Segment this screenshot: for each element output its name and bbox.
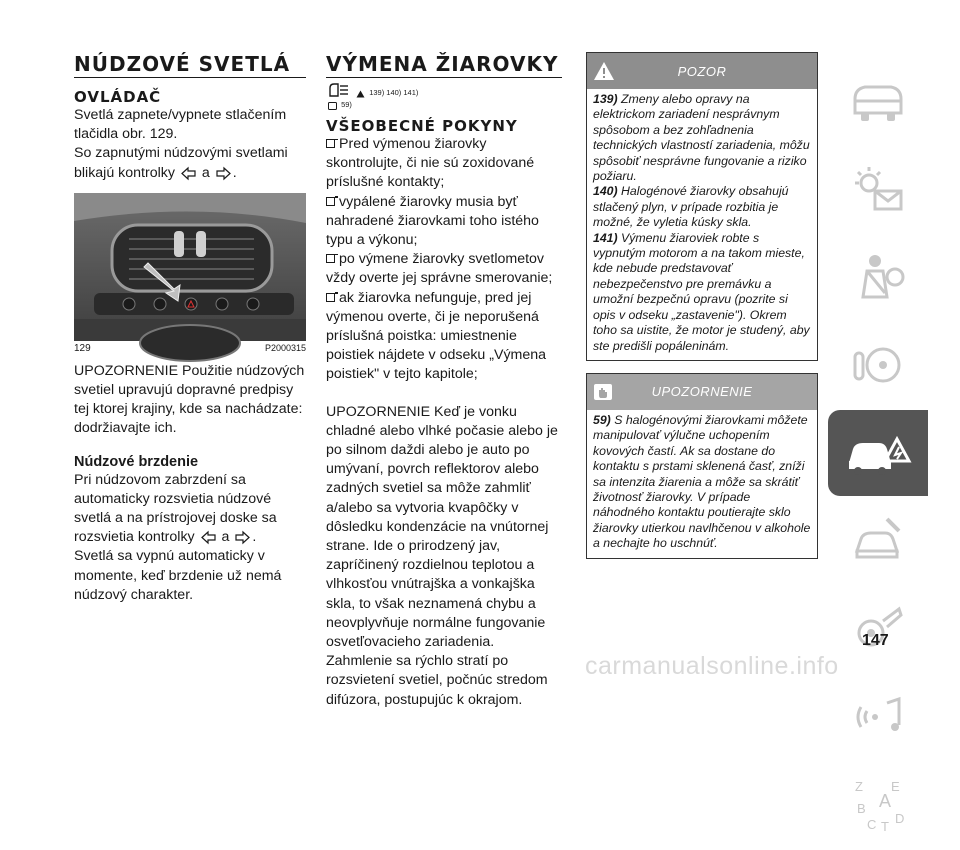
index-letter-c: C bbox=[867, 817, 877, 832]
list-item: vypálené žiarovky musia byť nahradené žiarovkami toho istého typu a výkonu; bbox=[326, 193, 539, 249]
title-rule bbox=[326, 77, 562, 78]
caution-hand-icon bbox=[328, 102, 337, 110]
warning-item: 141) Výmenu žiaroviek robte s vypnutým motorom a na takom mieste, kde nebude predstavovať nebezpečenstvo pre premávku a umožní bezpečnú opravu (pozrite si opis v odseku „zastavenie"). Okrem toho sa uistite, že motor je studený, aby ste predišli popáleninám. bbox=[593, 230, 810, 353]
paragraph-auto-off: Svetlá sa vypnú automaticky v momente, keď brzdenie už nemá núdzový charakter. bbox=[74, 548, 282, 603]
note-body bbox=[587, 410, 817, 558]
note-header bbox=[587, 374, 817, 410]
index-letter-t: T bbox=[881, 819, 889, 834]
figure-number: 129 bbox=[74, 342, 91, 354]
dashboard-photo bbox=[74, 193, 306, 341]
list-item: po výmene žiarovky svetlometov vždy overte jej správne smerovanie; bbox=[326, 251, 553, 287]
dashboard-photo-illustration bbox=[74, 193, 306, 341]
bullet-box-icon bbox=[326, 293, 335, 302]
tab-controls[interactable] bbox=[828, 146, 928, 232]
index-letter-d: D bbox=[895, 811, 905, 826]
car-service-icon bbox=[847, 511, 909, 571]
warning-lights-icon bbox=[847, 159, 909, 219]
subheading-emergency-braking: Núdzové brzdenie bbox=[74, 453, 199, 470]
index-letter-a: A bbox=[879, 791, 892, 811]
turn-right-indicator-icon bbox=[216, 167, 231, 180]
tab-starting-driving[interactable] bbox=[828, 322, 928, 408]
warning-title: POZOR bbox=[677, 63, 727, 79]
middle-column bbox=[326, 52, 562, 710]
note-item: 59) S halogénovými žiarovkami môžete manipulovať výlučne uchopením kovových častí. Ak sa dostane do kontaktu s prstami sklenená časť, zníži sa intenzita žiarenia a môže sa skrátiť životnosť žiarovky. V prípade náhodného kontaktu poutierajte sklo žiarovky utierkou navlhčenou v alkohole a nechajte ho uschnúť. bbox=[593, 412, 811, 551]
watermark: carmanualsonline.info bbox=[585, 652, 839, 680]
list-item: Pred výmenou žiarovky skontrolujte, či nie sú zoxidované príslušné kontakty; bbox=[326, 136, 535, 191]
warning-header bbox=[587, 53, 817, 89]
warning-refs-list: 139) 140) 141) bbox=[369, 88, 419, 97]
steering-wheel-key-icon bbox=[847, 335, 909, 395]
paragraph-indicators: So zapnutými núdzovými svetlami blikajú kontrolky a . bbox=[74, 145, 288, 181]
tab-technical-data[interactable] bbox=[828, 586, 928, 672]
section-title-bulb-replacement: VÝMENA ŽIAROVKY bbox=[326, 52, 559, 76]
wrench-gear-icon bbox=[847, 599, 909, 659]
seatbelt-airbag-icon bbox=[847, 247, 909, 307]
paragraph-condensation-note: UPOZORNENIE Keď je vonku chladné alebo vlhké počasie alebo je po silnom daždi alebo je auto po umývaní, povrch reflektorov alebo zadných svetiel sa môže zahmliť a/alebo sa vytvoria kvapôčky v dôsledku kondenzácie na vnútornej strane. Ide o prirodzený jav, zapríčinený rozdielnou teplotou a vlhkosťou vnútrajška a vonkajška skla, to však neznamená chybu a neovplyvňuje normálne fungovanie osvetľovacieho zariadenia. Zahmlenie sa rýchlo stratí po rozsvietení svetiel, počnúc stredom difúzora, postupujúc k okrajom. bbox=[326, 403, 558, 708]
warning-body bbox=[587, 89, 817, 360]
turn-right-indicator-icon bbox=[235, 531, 250, 544]
title-rule bbox=[74, 77, 306, 78]
tab-index[interactable] bbox=[828, 762, 928, 848]
left-column bbox=[74, 52, 306, 605]
bulb-replacement-icon bbox=[328, 82, 350, 98]
paragraph-emergency-braking: Pri núdzovom zabrzdení sa automaticky rozsvietia núdzové svetlá a na prístrojovej doske sa rozsvietia kontrolky a . bbox=[74, 471, 277, 546]
page-number: 147 bbox=[862, 632, 889, 649]
bullet-box-icon bbox=[326, 139, 335, 148]
subheading-control: OVLÁDAČ bbox=[74, 88, 162, 106]
section-title-hazard-lights: NÚDZOVÉ SVETLÁ bbox=[74, 52, 291, 76]
subheading-general-instructions: VŠEOBECNÉ POKYNY bbox=[326, 117, 518, 135]
figure-code: P2000315 bbox=[264, 342, 306, 353]
note-title: UPOZORNENIE bbox=[651, 384, 753, 400]
caution-hand-icon bbox=[593, 383, 613, 401]
warning-item: 139) Zmeny alebo opravy na elektrickom zariadení nesprávnym spôsobom a bez zohľadnenia technických vlastností zariadenia, môžu spôsobiť nesprávne fungovanie a riziko požiaru. bbox=[593, 92, 810, 184]
tab-maintenance[interactable] bbox=[828, 498, 928, 584]
multimedia-icon bbox=[847, 687, 909, 747]
paragraph-toggle: Svetlá zapnete/vypnete stlačením tlačidla obr. 129. bbox=[74, 107, 287, 143]
note-box bbox=[586, 373, 818, 559]
right-column bbox=[586, 52, 818, 559]
tab-dashboard[interactable] bbox=[828, 58, 928, 144]
index-letter-e: E bbox=[891, 779, 900, 794]
warning-references bbox=[326, 82, 562, 111]
tab-safety[interactable] bbox=[828, 234, 928, 320]
warning-item: 140) Halogénové žiarovky obsahujú stlačený plyn, v prípade rozbitia je možné, že vyletia kúsky skla. bbox=[593, 184, 789, 230]
note-refs-list: 59) bbox=[341, 100, 352, 109]
alphabet-index-icon bbox=[847, 775, 909, 835]
paragraph-note-regulations: UPOZORNENIE Použitie núdzových svetiel upravujú dopravné predpisy tej ktorej krajiny, kde sa nachádzate: dodržiavajte ich. bbox=[74, 362, 305, 437]
bullet-box-icon bbox=[326, 197, 335, 206]
index-letter-b: B bbox=[857, 801, 866, 816]
turn-left-indicator-icon bbox=[201, 531, 216, 544]
car-breakdown-icon bbox=[843, 423, 913, 483]
bullet-box-icon bbox=[326, 254, 335, 263]
chapter-tabs bbox=[828, 58, 928, 850]
list-item: ak žiarovka nefunguje, pred jej výmenou overte, či je neporušená príslušná poistka: umiestnenie poistiek nájdete v odseku „Výmena poistiek" v tejto kapitole; bbox=[326, 289, 547, 383]
warning-box bbox=[586, 52, 818, 361]
warning-triangle-icon bbox=[593, 61, 615, 81]
warning-triangle-icon bbox=[356, 90, 365, 98]
turn-left-indicator-icon bbox=[181, 167, 196, 180]
tab-multimedia[interactable] bbox=[828, 674, 928, 760]
car-dashboard-icon bbox=[847, 71, 909, 131]
tab-emergency[interactable] bbox=[828, 410, 928, 496]
index-letter-z: Z bbox=[855, 779, 863, 794]
